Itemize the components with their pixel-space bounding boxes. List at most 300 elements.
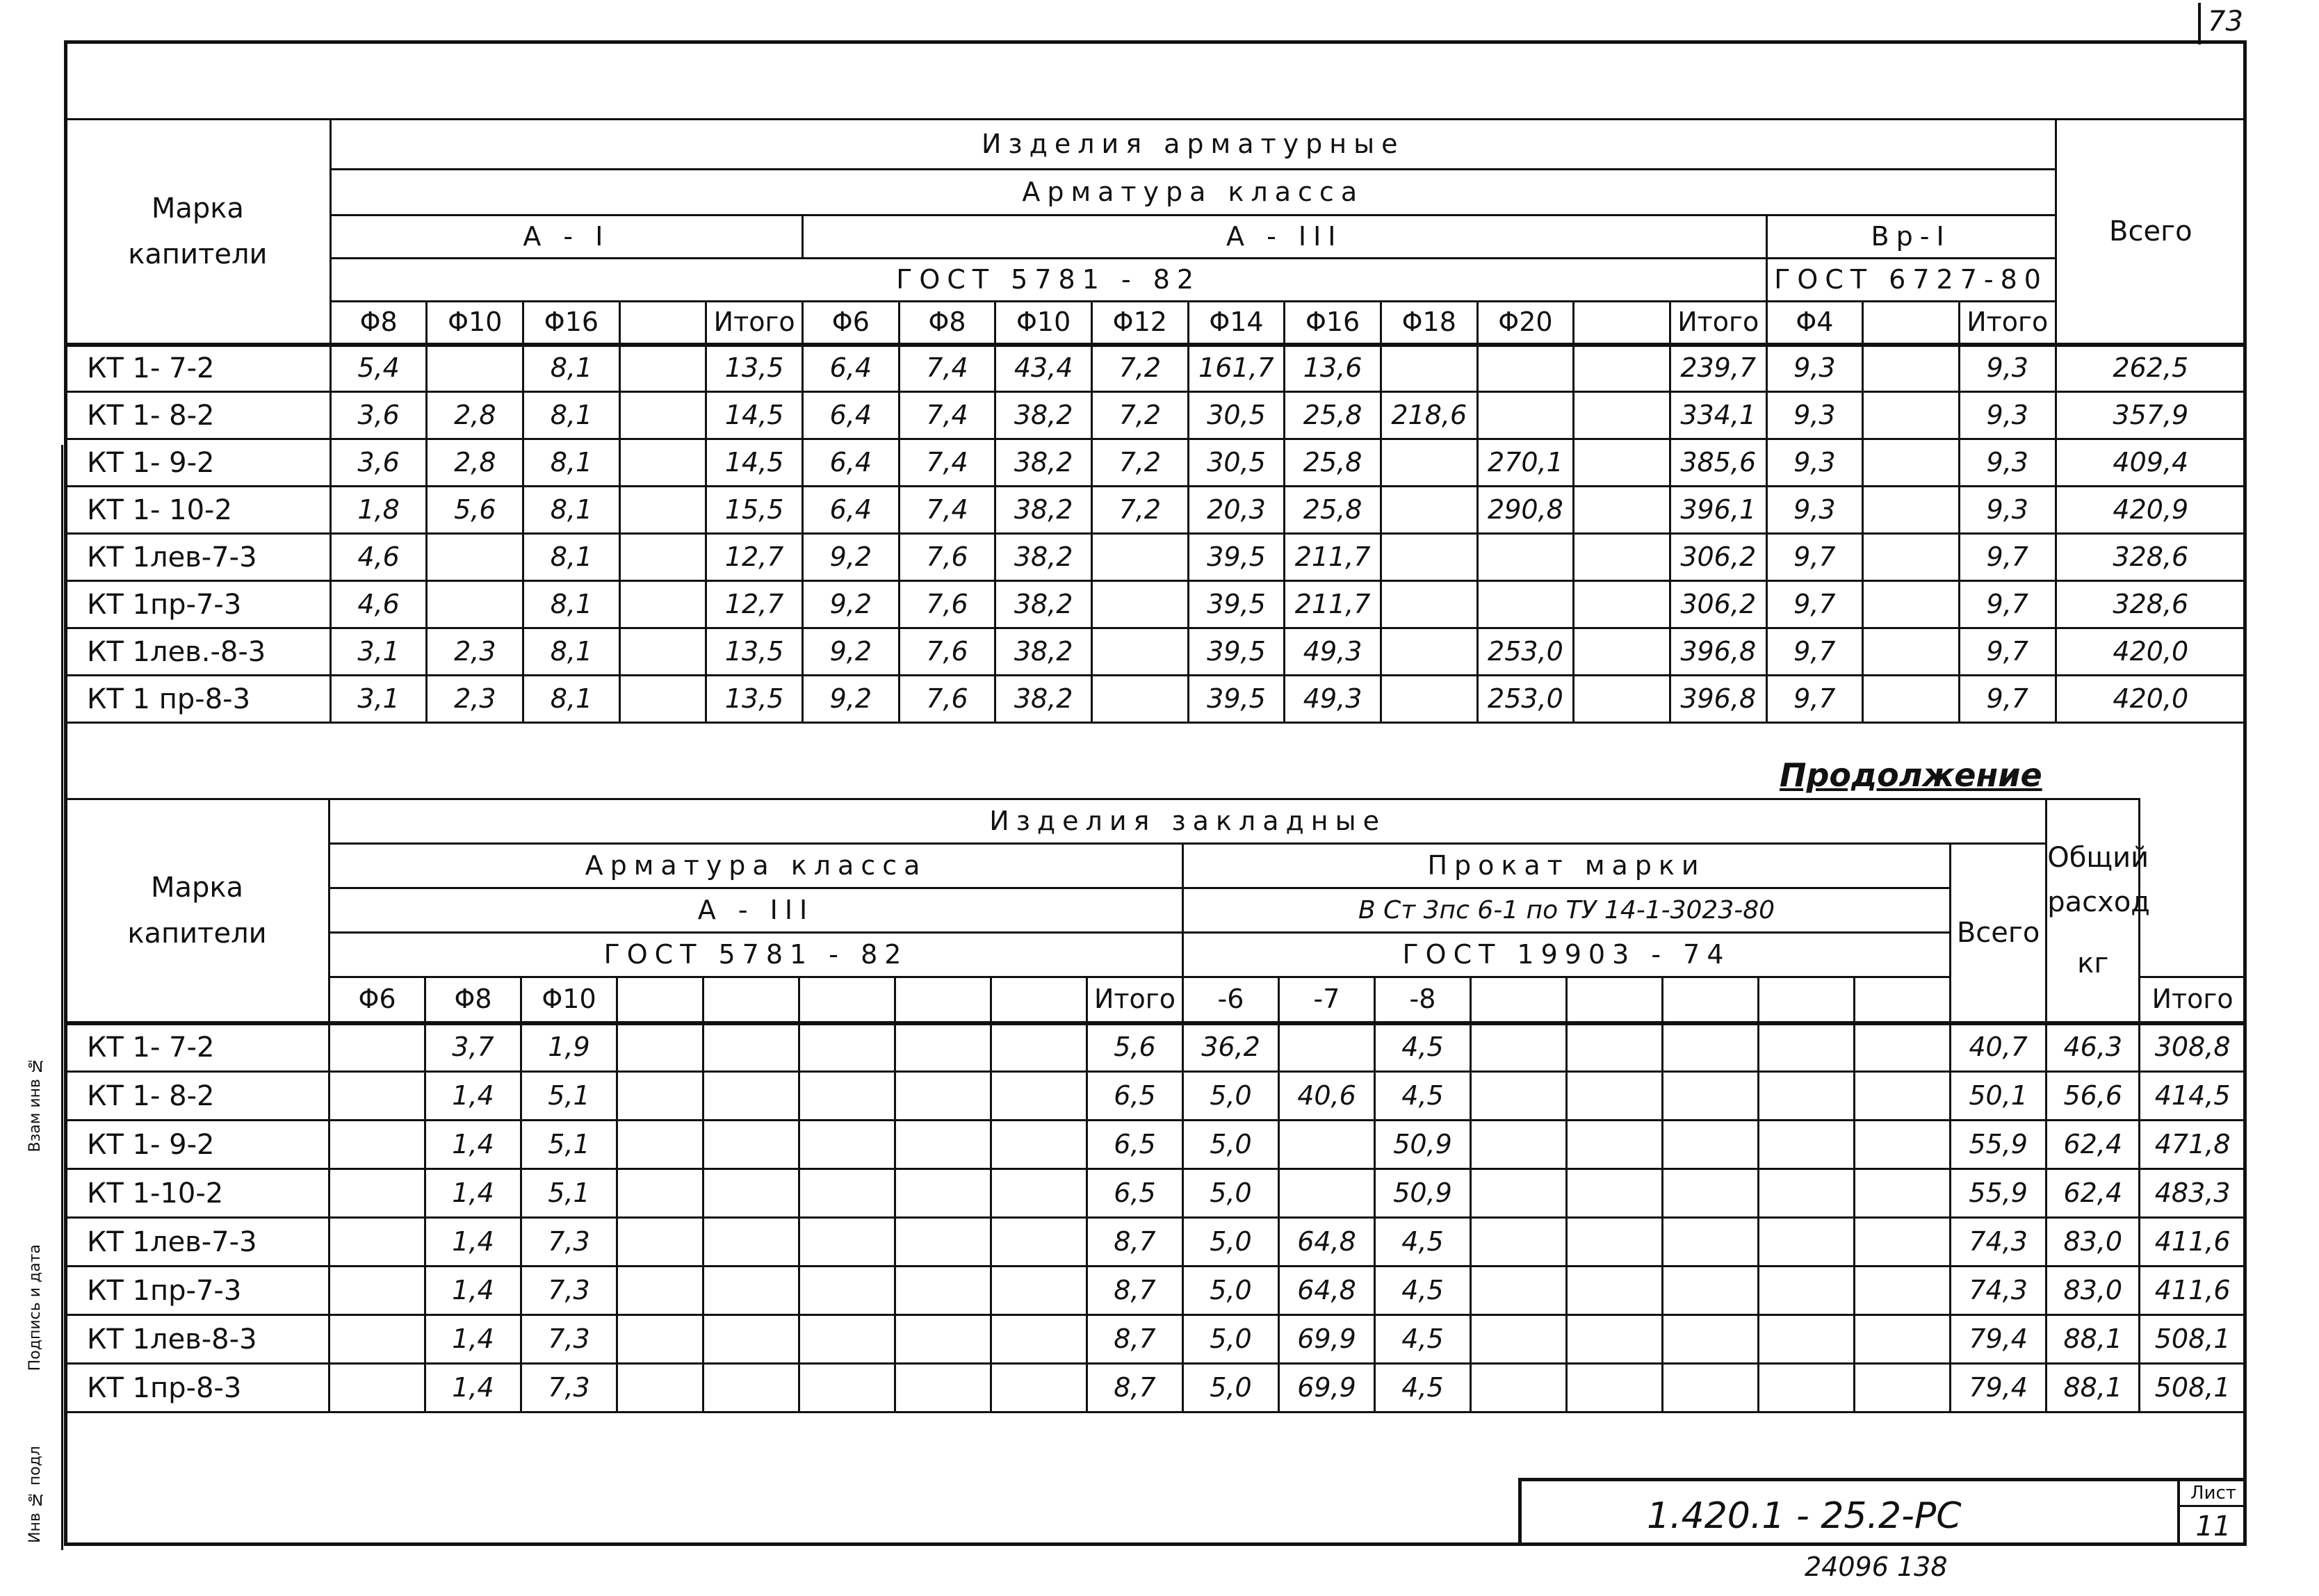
table-cell <box>1855 1023 1951 1072</box>
table-cell <box>1471 1023 1567 1072</box>
table-cell <box>799 1315 895 1364</box>
column-header: Итого <box>2140 977 2246 1023</box>
sheet-number: 11 <box>2195 1510 2231 1542</box>
table-cell <box>1279 1121 1375 1169</box>
table-cell: 5,6 <box>427 487 523 534</box>
table-cell: 5,0 <box>1183 1072 1279 1121</box>
table-cell <box>329 1364 425 1412</box>
row-mark: КТ 1пр-8-3 <box>65 1364 329 1412</box>
reinforcement-products-table <box>64 118 2247 724</box>
table-cell: 13,6 <box>1285 345 1381 392</box>
mark-header-2 <box>65 799 329 1023</box>
row-total: 328,6 <box>2056 581 2245 628</box>
column-header <box>799 977 895 1023</box>
table-cell: 3,6 <box>330 439 427 487</box>
table-cell <box>619 581 706 628</box>
table-cell: 25,8 <box>1285 487 1381 534</box>
table-cell <box>1574 534 1670 581</box>
column-header <box>1471 977 1567 1023</box>
table-cell: 1,4 <box>425 1121 521 1169</box>
table-cell <box>1863 487 1960 534</box>
table-cell: 7,3 <box>521 1364 617 1412</box>
table-cell: 13,5 <box>706 628 803 676</box>
table-cell <box>1471 1315 1567 1364</box>
table-cell: 161,7 <box>1188 345 1285 392</box>
table-cell: 218,6 <box>1381 392 1477 439</box>
table-cell: 6,4 <box>803 345 900 392</box>
table-cell <box>1574 628 1670 676</box>
prokat-title: Прокат марки <box>1183 844 1951 888</box>
table-cell: 12,7 <box>706 534 803 581</box>
table-cell: 2,8 <box>427 439 523 487</box>
table-cell: 2,8 <box>427 392 523 439</box>
gost-a: ГОСТ 5781 - 82 <box>330 259 1766 302</box>
row-overall: 411,6 <box>2140 1267 2246 1315</box>
column-header: Φ8 <box>425 977 521 1023</box>
table-cell <box>617 1169 703 1218</box>
column-header: Φ10 <box>995 302 1092 345</box>
overall-header <box>2047 799 2150 1023</box>
table-cell: 38,2 <box>995 534 1092 581</box>
table-cell <box>895 1169 991 1218</box>
table-cell: 9,3 <box>1959 439 2056 487</box>
table-cell <box>1567 1364 1663 1412</box>
table-cell <box>1759 1218 1855 1267</box>
table-cell <box>1663 1218 1759 1267</box>
table-cell <box>1567 1315 1663 1364</box>
table-cell: 3,1 <box>330 676 427 723</box>
table-cell <box>1471 1072 1567 1121</box>
table-cell <box>1574 392 1670 439</box>
table-cell <box>1574 676 1670 723</box>
table-cell: 5,1 <box>521 1072 617 1121</box>
gost-a-2: ГОСТ 5781 - 82 <box>329 933 1183 977</box>
table-cell: 38,2 <box>995 439 1092 487</box>
table-cell: 9,7 <box>1766 534 1863 581</box>
column-header: Φ16 <box>523 302 620 345</box>
table-cell <box>617 1072 703 1121</box>
table-cell <box>1574 581 1670 628</box>
mark-header <box>65 120 331 345</box>
column-header: Φ12 <box>1091 302 1188 345</box>
table-cell: 43,4 <box>995 345 1092 392</box>
table-cell: 7,4 <box>899 392 995 439</box>
table-cell <box>895 1364 991 1412</box>
table-cell <box>991 1267 1087 1315</box>
row-mark: КТ 1- 9-2 <box>65 439 331 487</box>
table-cell: 79,4 <box>1951 1315 2047 1364</box>
table-cell <box>703 1364 799 1412</box>
table-cell: 4,5 <box>1375 1315 1471 1364</box>
row-mark: КТ 1лев-8-3 <box>65 1315 329 1364</box>
table-cell: 30,5 <box>1188 439 1285 487</box>
table-cell: 9,2 <box>803 676 900 723</box>
document-code: 1.420.1 - 25.2-РС <box>1647 1495 1962 1537</box>
table-cell <box>1759 1121 1855 1169</box>
column-header: -6 <box>1183 977 1279 1023</box>
table-row <box>65 1267 2246 1315</box>
table-cell: 9,7 <box>1959 676 2056 723</box>
table-cell: 9,3 <box>1766 345 1863 392</box>
table-cell <box>703 1023 799 1072</box>
column-header: Φ14 <box>1188 302 1285 345</box>
row-overall: 508,1 <box>2140 1315 2246 1364</box>
column-header <box>617 977 703 1023</box>
column-header: -7 <box>1279 977 1375 1023</box>
table-cell: 5,1 <box>521 1121 617 1169</box>
table-cell <box>1574 487 1670 534</box>
table-cell: 7,2 <box>1091 392 1188 439</box>
table-cell <box>427 345 523 392</box>
table-row <box>65 581 2246 628</box>
table-cell: 5,0 <box>1183 1267 1279 1315</box>
column-header <box>1574 302 1670 345</box>
table-cell: 9,7 <box>1959 534 2056 581</box>
row-total: 409,4 <box>2056 439 2245 487</box>
table-cell <box>617 1364 703 1412</box>
row-total: 88,1 <box>2047 1315 2140 1364</box>
table-cell: 9,7 <box>1766 676 1863 723</box>
row-mark: КТ 1- 7-2 <box>65 345 331 392</box>
column-header <box>703 977 799 1023</box>
table-cell <box>1663 1364 1759 1412</box>
table-cell: 12,7 <box>706 581 803 628</box>
table-cell: 3,1 <box>330 628 427 676</box>
table-cell: 1,9 <box>521 1023 617 1072</box>
row-total: 83,0 <box>2047 1267 2140 1315</box>
row-overall: 508,1 <box>2140 1364 2246 1412</box>
table-cell: 74,3 <box>1951 1267 2047 1315</box>
table-cell: 9,3 <box>1959 392 2056 439</box>
row-total: 83,0 <box>2047 1218 2140 1267</box>
table-cell: 8,1 <box>523 534 620 581</box>
table-cell: 64,8 <box>1279 1267 1375 1315</box>
gost-prokat: ГОСТ 19903 - 74 <box>1183 933 1951 977</box>
column-header: Φ16 <box>1285 302 1381 345</box>
group-title: Изделия арматурные <box>330 120 2056 170</box>
table-cell: 9,2 <box>803 534 900 581</box>
table-cell: 1,4 <box>425 1169 521 1218</box>
table-cell <box>895 1267 991 1315</box>
table-cell <box>1567 1218 1663 1267</box>
table-cell: 9,7 <box>1959 581 2056 628</box>
column-header-row-2 <box>65 977 2246 1023</box>
table-cell: 9,3 <box>1959 487 2056 534</box>
table-cell: 8,1 <box>523 676 620 723</box>
table-cell <box>617 1121 703 1169</box>
table-cell: 5,0 <box>1183 1169 1279 1218</box>
table-cell <box>619 487 706 534</box>
table1-body <box>65 345 2246 723</box>
table-cell: 5,0 <box>1183 1315 1279 1364</box>
table-cell: 7,6 <box>899 676 995 723</box>
table-cell <box>1863 392 1960 439</box>
table-cell <box>1381 534 1477 581</box>
table-cell: 253,0 <box>1477 628 1574 676</box>
table-cell: 39,5 <box>1188 676 1285 723</box>
column-header: Итого <box>1670 302 1766 345</box>
table-cell <box>427 581 523 628</box>
table-cell: 55,9 <box>1951 1121 2047 1169</box>
table-cell: 306,2 <box>1670 581 1766 628</box>
table-cell: 8,7 <box>1087 1364 1183 1412</box>
table-cell <box>703 1072 799 1121</box>
column-header <box>1663 977 1759 1023</box>
sheet-box <box>2177 1481 2247 1546</box>
table-cell <box>1855 1072 1951 1121</box>
title-block <box>1518 1478 2247 1546</box>
column-header <box>619 302 706 345</box>
table-cell: 211,7 <box>1285 581 1381 628</box>
table-cell <box>1855 1315 1951 1364</box>
column-header: Φ20 <box>1477 302 1574 345</box>
table-cell <box>1759 1364 1855 1412</box>
table-cell: 7,6 <box>899 581 995 628</box>
table-cell <box>1663 1267 1759 1315</box>
mark-header-2-line1: Марка <box>150 871 244 904</box>
table-cell <box>1855 1121 1951 1169</box>
table-cell <box>1663 1169 1759 1218</box>
column-header <box>991 977 1087 1023</box>
table-cell <box>619 534 706 581</box>
table-row <box>65 439 2246 487</box>
table-cell: 7,4 <box>899 439 995 487</box>
table-cell: 13,5 <box>706 345 803 392</box>
table-row <box>65 1072 2246 1121</box>
table-cell <box>1855 1169 1951 1218</box>
row-total: 262,5 <box>2056 345 2245 392</box>
table-cell: 8,7 <box>1087 1267 1183 1315</box>
table-cell: 6,4 <box>803 439 900 487</box>
row-mark: КТ 1лев-7-3 <box>65 1218 329 1267</box>
side-stamp-strip <box>21 445 63 1550</box>
table-cell <box>1279 1023 1375 1072</box>
table-cell: 5,0 <box>1183 1121 1279 1169</box>
table-cell <box>1381 676 1477 723</box>
row-total: 420,9 <box>2056 487 2245 534</box>
row-overall: 411,6 <box>2140 1218 2246 1267</box>
column-header: Итого <box>1087 977 1183 1023</box>
table-cell: 7,3 <box>521 1315 617 1364</box>
table-cell: 5,1 <box>521 1169 617 1218</box>
table-cell <box>703 1218 799 1267</box>
table-cell <box>1663 1315 1759 1364</box>
table-cell <box>799 1169 895 1218</box>
table-cell: 4,6 <box>330 534 427 581</box>
table-cell <box>991 1023 1087 1072</box>
table-cell <box>895 1121 991 1169</box>
table-cell <box>799 1023 895 1072</box>
table-cell <box>1663 1121 1759 1169</box>
table-cell: 38,2 <box>995 581 1092 628</box>
table-cell: 1,4 <box>425 1218 521 1267</box>
table-cell: 25,8 <box>1285 439 1381 487</box>
table-cell: 79,4 <box>1951 1364 2047 1412</box>
table-cell: 7,3 <box>521 1267 617 1315</box>
table-cell <box>1855 1267 1951 1315</box>
table-row <box>65 1121 2246 1169</box>
table-cell: 8,1 <box>523 392 620 439</box>
table-cell: 1,4 <box>425 1364 521 1412</box>
table-cell: 5,4 <box>330 345 427 392</box>
row-mark: КТ 1- 10-2 <box>65 487 331 534</box>
table-cell <box>991 1121 1087 1169</box>
row-total: 62,4 <box>2047 1121 2140 1169</box>
table-cell: 4,5 <box>1375 1267 1471 1315</box>
table-cell <box>991 1315 1087 1364</box>
table-cell <box>1855 1364 1951 1412</box>
table2-body <box>65 1023 2246 1412</box>
table-cell: 7,2 <box>1091 487 1188 534</box>
table-cell: 270,1 <box>1477 439 1574 487</box>
table-cell: 4,5 <box>1375 1072 1471 1121</box>
total-header-2: Всего <box>1951 844 2047 1023</box>
table-cell: 14,5 <box>706 392 803 439</box>
overall-header-line1: Общий <box>2047 841 2149 874</box>
table-cell <box>991 1218 1087 1267</box>
row-overall: 471,8 <box>2140 1121 2246 1169</box>
table-cell: 1,8 <box>330 487 427 534</box>
table-cell <box>1863 439 1960 487</box>
row-total: 420,0 <box>2056 628 2245 676</box>
column-header <box>1759 977 1855 1023</box>
table-cell: 69,9 <box>1279 1364 1375 1412</box>
row-mark: КТ 1лев.-8-3 <box>65 628 331 676</box>
table-cell: 334,1 <box>1670 392 1766 439</box>
column-header: Φ6 <box>329 977 425 1023</box>
row-total: 420,0 <box>2056 676 2245 723</box>
table-cell: 7,2 <box>1091 345 1188 392</box>
table-cell: 39,5 <box>1188 628 1285 676</box>
table-cell <box>619 676 706 723</box>
row-overall: 414,5 <box>2140 1072 2246 1121</box>
table-cell <box>1471 1267 1567 1315</box>
side-label-replace: Взам инв № <box>26 1057 44 1153</box>
table-row <box>65 1218 2246 1267</box>
class-a3: А - III <box>803 215 1767 259</box>
table-cell: 6,5 <box>1087 1072 1183 1121</box>
corner-page-note: 73 <box>2198 3 2243 44</box>
table-cell: 396,1 <box>1670 487 1766 534</box>
table-cell: 7,4 <box>899 345 995 392</box>
table-cell: 9,2 <box>803 581 900 628</box>
table-cell: 39,5 <box>1188 581 1285 628</box>
table-cell: 14,5 <box>706 439 803 487</box>
table-cell: 40,7 <box>1951 1023 2047 1072</box>
table-cell <box>1759 1315 1855 1364</box>
table-cell <box>329 1169 425 1218</box>
table-cell <box>1759 1023 1855 1072</box>
table-cell <box>619 392 706 439</box>
table-cell: 64,8 <box>1279 1218 1375 1267</box>
table-row <box>65 628 2246 676</box>
table-cell: 211,7 <box>1285 534 1381 581</box>
table-cell <box>1863 534 1960 581</box>
table-cell: 6,5 <box>1087 1121 1183 1169</box>
table-cell: 20,3 <box>1188 487 1285 534</box>
column-header <box>895 977 991 1023</box>
table-cell <box>991 1169 1087 1218</box>
table-cell <box>1663 1072 1759 1121</box>
table-cell <box>1477 345 1574 392</box>
table-cell: 239,7 <box>1670 345 1766 392</box>
table-cell: 2,3 <box>427 628 523 676</box>
table-row <box>65 487 2246 534</box>
table-cell: 13,5 <box>706 676 803 723</box>
column-header: Φ6 <box>803 302 900 345</box>
table-cell <box>1567 1072 1663 1121</box>
table-cell: 7,2 <box>1091 439 1188 487</box>
table-cell: 306,2 <box>1670 534 1766 581</box>
column-header: Итого <box>706 302 803 345</box>
table-cell: 396,8 <box>1670 628 1766 676</box>
table-cell: 74,3 <box>1951 1218 2047 1267</box>
table-cell <box>703 1315 799 1364</box>
table-cell <box>1567 1267 1663 1315</box>
table-cell <box>1663 1023 1759 1072</box>
class-a1: А - I <box>330 215 802 259</box>
table-cell: 30,5 <box>1188 392 1285 439</box>
table-cell: 5,0 <box>1183 1218 1279 1267</box>
prokat-grade: В Ст 3пс 6-1 по ТУ 14-1-3023-80 <box>1183 888 1951 933</box>
table-cell: 9,2 <box>803 628 900 676</box>
table-cell <box>1091 676 1188 723</box>
table-cell <box>1381 487 1477 534</box>
table-cell: 38,2 <box>995 676 1092 723</box>
table-cell <box>1567 1169 1663 1218</box>
column-header <box>1863 302 1960 345</box>
table-cell <box>799 1218 895 1267</box>
table-cell: 7,6 <box>899 628 995 676</box>
table-cell: 4,5 <box>1375 1364 1471 1412</box>
table-row <box>65 1169 2246 1218</box>
table-cell: 49,3 <box>1285 676 1381 723</box>
table-cell: 7,4 <box>899 487 995 534</box>
row-mark: КТ 1 пр-8-3 <box>65 676 331 723</box>
continuation-note: Продолжение <box>1780 756 2042 794</box>
table-cell: 4,5 <box>1375 1218 1471 1267</box>
table-cell <box>1574 439 1670 487</box>
row-mark: КТ 1- 8-2 <box>65 392 331 439</box>
table-cell <box>1471 1218 1567 1267</box>
table-cell <box>1477 392 1574 439</box>
table-cell: 8,1 <box>523 487 620 534</box>
table-cell: 50,9 <box>1375 1169 1471 1218</box>
table-cell: 8,1 <box>523 628 620 676</box>
table-cell: 9,3 <box>1959 345 2056 392</box>
total-header: Всего <box>2056 120 2245 345</box>
table-cell <box>1863 581 1960 628</box>
mark-header-line1: Марка <box>151 192 244 225</box>
row-total: 357,9 <box>2056 392 2245 439</box>
table-cell <box>617 1218 703 1267</box>
table-cell: 6,5 <box>1087 1169 1183 1218</box>
column-header: Итого <box>1959 302 2056 345</box>
table-cell <box>799 1072 895 1121</box>
row-mark: КТ 1пр-7-3 <box>65 1267 329 1315</box>
column-header-row <box>65 302 2246 345</box>
table-cell: 9,7 <box>1766 581 1863 628</box>
table-cell <box>1863 676 1960 723</box>
row-mark: КТ 1лев-7-3 <box>65 534 331 581</box>
row-total: 56,6 <box>2047 1072 2140 1121</box>
table-cell: 7,6 <box>899 534 995 581</box>
table-cell: 396,8 <box>1670 676 1766 723</box>
table-cell <box>329 1121 425 1169</box>
table-row <box>65 1315 2246 1364</box>
table-cell <box>619 439 706 487</box>
row-total: 46,3 <box>2047 1023 2140 1072</box>
